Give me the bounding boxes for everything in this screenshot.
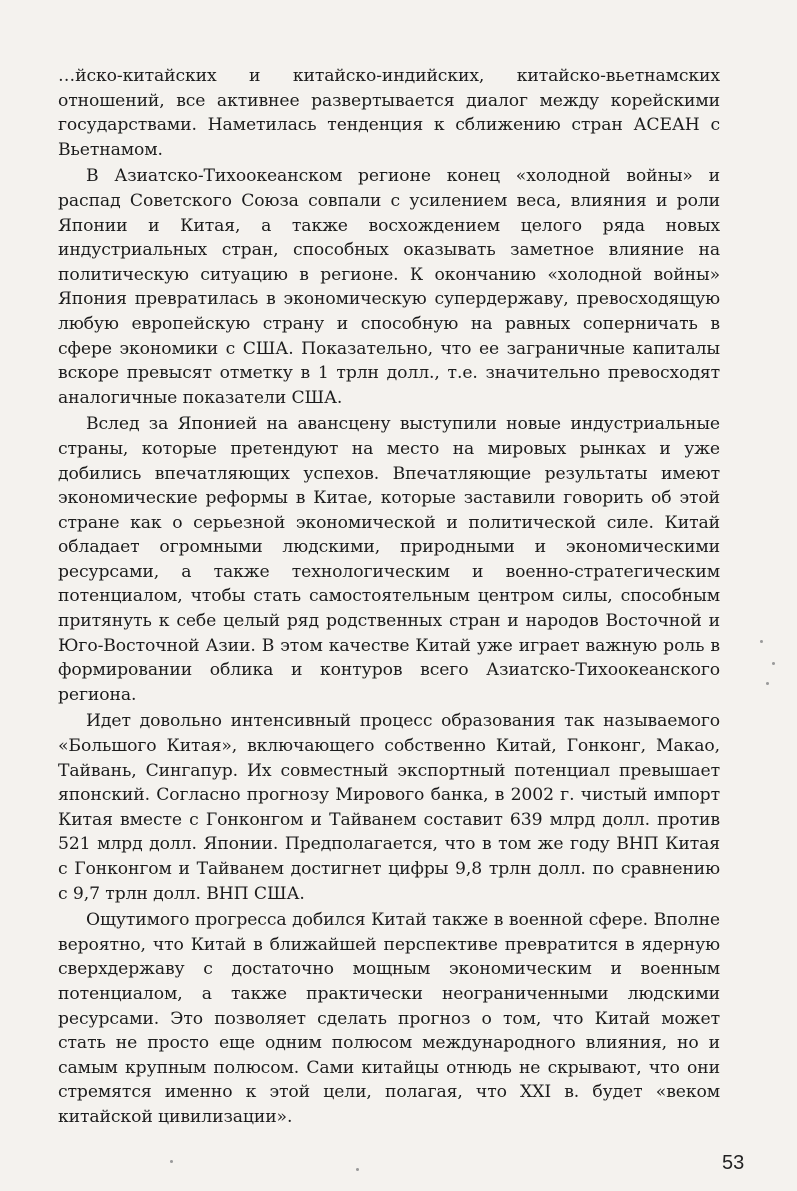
paragraph-1: …йско-китайских и китайско-индийских, китайско-вьетнамских отношений, все активнее развертывается диалог между корейскими государствами. Наметилась тенденция к сближению стран АСЕАН с Вьетнамом. <box>58 66 720 160</box>
scan-speck <box>772 662 775 665</box>
paragraph-4: Идет довольно интенсивный процесс образования так называемого «Большого Китая», включающего собственно Китай, Гонконг, Макао, Тайвань, Сингапур. Их совместный экспортный потенциал превышает японский. Согласно прогнозу Мирового банка, в 2002 г. чистый импорт Китая вместе с Гонконгом и Тайванем составит 639 млрд долл. против 521 млрд долл. Японии. Предполагается, что в том же году ВНП Китая с Гонконгом и Тайванем достигнет цифры 9,8 трлн долл. по сравнению с 9,7 трлн долл. ВНП США. <box>58 711 720 904</box>
page-body <box>58 64 720 1130</box>
scan-speck <box>356 1168 359 1171</box>
paragraph-2: В Азиатско-Тихоокеанском регионе конец «холодной войны» и распад Советского Союза совпали с усилением веса, влияния и роли Японии и Китая, а также восхождением целого ряда новых индустриальных стран, способных оказывать заметное влияние на политическую ситуацию в регионе. К окончанию «холодной войны» Япония превратилась в экономическую супердержаву, превосходящую любую европейскую страну и способную на равных соперничать в сфере экономики с США. Показательно, что ее заграничные капиталы вскоре превысят отметку в 1 трлн долл., т.е. значительно превосходят аналогичные показатели США. <box>58 166 720 408</box>
scan-speck <box>766 682 769 685</box>
scan-speck <box>170 1160 173 1163</box>
paragraph-5: Ощутимого прогресса добился Китай также в военной сфере. Вполне вероятно, что Китай в ближайшей перспективе превратится в ядерную сверхдержаву с достаточно мощным экономическим и военным потенциалом, а также практически неограниченными людскими ресурсами. Это позволяет сделать прогноз о том, что Китай может стать не просто еще одним полюсом международного влияния, но и самым крупным полюсом. Сами китайцы отнюдь не скрывают, что они стремятся именно к этой цели, полагая, что XXI в. будет «веком китайской цивилизации». <box>58 910 720 1127</box>
paragraph-3: Вслед за Японией на авансцену выступили новые индустриальные страны, которые претендуют на место на мировых рынках и уже добились впечатляющих успехов. Впечатляющие результаты имеют экономические реформы в Китае, которые заставили говорить об этой стране как о серьезной экономической и политической силе. Китай обладает огромными людскими, природными и экономическими ресурсами, а также технологическим и военно-стратегическим потенциалом, чтобы стать самостоятельным центром силы, способным притянуть к себе целый ряд родственных стран и народов Восточной и Юго-Восточной Азии. В этом качестве Китай уже играет важную роль в формировании облика и контуров всего Азиатско-Тихоокеанского региона. <box>58 414 720 705</box>
scan-speck <box>760 640 763 643</box>
page-number: 53 <box>722 1152 745 1174</box>
